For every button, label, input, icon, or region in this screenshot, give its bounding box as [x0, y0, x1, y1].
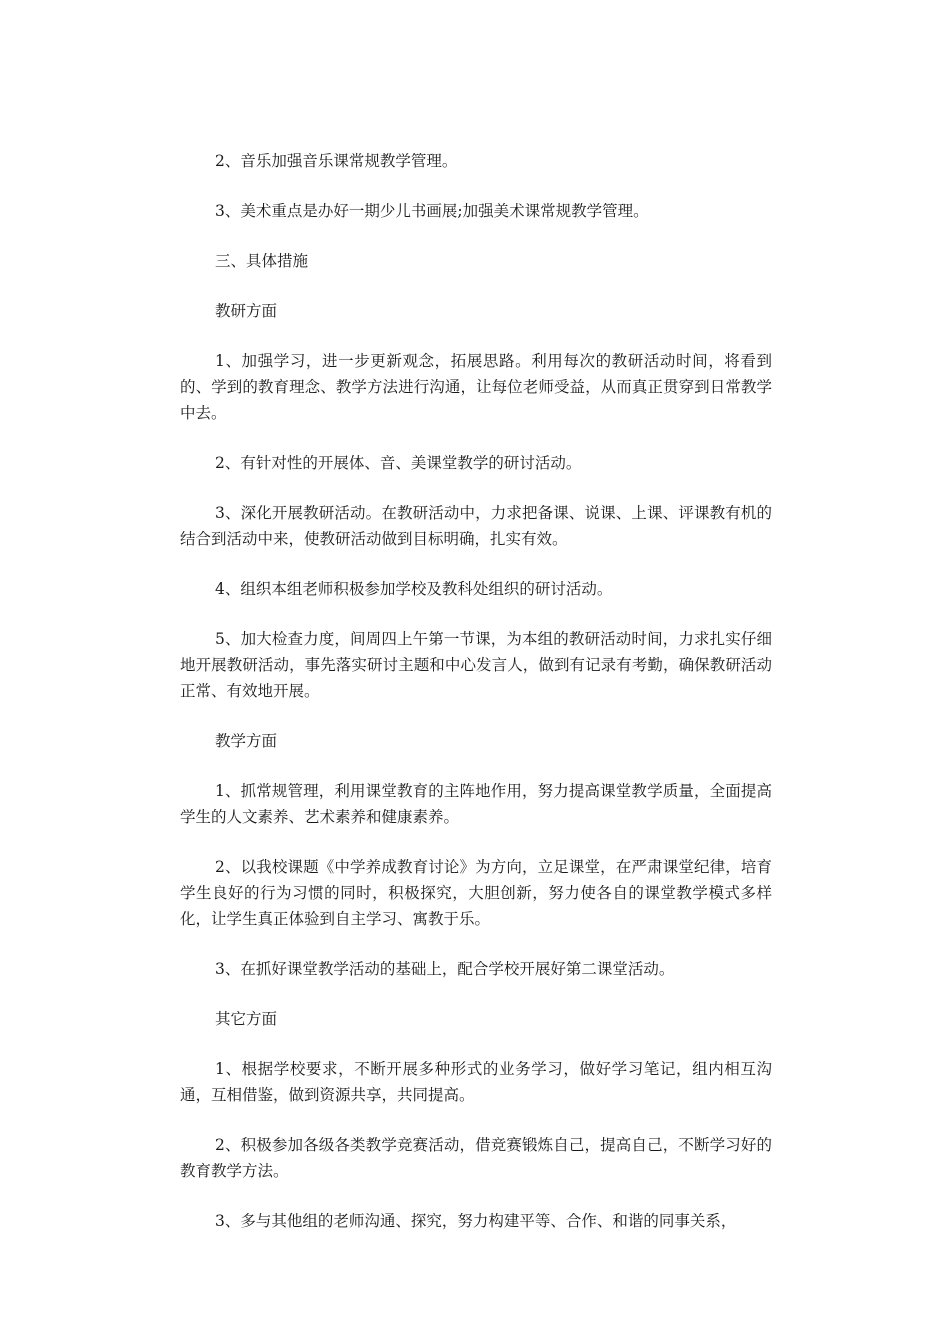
subheading-teaching: 教学方面: [215, 732, 278, 750]
paragraph-other-1: 1、根据学校要求，不断开展多种形式的业务学习，做好学习笔记，组内相互沟通，互相借鉴，做到资源共享，共同提高。: [180, 1060, 772, 1104]
subheading-teaching-research: 教研方面: [215, 302, 278, 320]
paragraph-other-3: 3、多与其他组的老师沟通、探究，努力构建平等、合作、和谐的同事关系，: [215, 1212, 737, 1230]
paragraph-research-5: 5、加大检查力度，间周四上午第一节课，为本组的教研活动时间，力求扎实仔细地开展教研活动，事先落实研讨主题和中心发言人，做到有记录有考勤，确保教研活动正常、有效地开展。: [180, 630, 772, 700]
document-page: [180, 148, 772, 1234]
paragraph-research-2: 2、有针对性的开展体、音、美课堂教学的研讨活动。: [215, 454, 582, 472]
section-heading-measures: 三、具体措施: [215, 252, 309, 270]
paragraph-music: 2、音乐加强音乐课常规教学管理。: [215, 152, 458, 170]
paragraph-research-4: 4、组织本组老师积极参加学校及教科处组织的研讨活动。: [215, 580, 613, 598]
paragraph-art: 3、美术重点是办好一期少儿书画展;加强美术课常规教学管理。: [215, 202, 649, 220]
paragraph-other-2: 2、积极参加各级各类教学竞赛活动，借竞赛锻炼自己，提高自己，不断学习好的教育教学方法。: [180, 1136, 772, 1180]
paragraph-research-3: 3、深化开展教研活动。在教研活动中，力求把备课、说课、上课、评课教有机的结合到活动中来，使教研活动做到目标明确，扎实有效。: [180, 504, 772, 548]
subheading-other: 其它方面: [215, 1010, 278, 1028]
paragraph-research-1: 1、加强学习，进一步更新观念，拓展思路。利用每次的教研活动时间，将看到的、学到的教育理念、教学方法进行沟通，让每位老师受益，从而真正贯穿到日常教学中去。: [180, 352, 772, 422]
paragraph-teaching-2: 2、以我校课题《中学养成教育讨论》为方向，立足课堂，在严肃课堂纪律，培育学生良好的行为习惯的同时，积极探究，大胆创新，努力使各自的课堂教学模式多样化，让学生真正体验到自主学习、寓教于乐。: [180, 858, 772, 928]
paragraph-teaching-1: 1、抓常规管理，利用课堂教育的主阵地作用，努力提高课堂教学质量，全面提高学生的人文素养、艺术素养和健康素养。: [180, 782, 772, 826]
paragraph-teaching-3: 3、在抓好课堂教学活动的基础上，配合学校开展好第二课堂活动。: [215, 960, 675, 978]
